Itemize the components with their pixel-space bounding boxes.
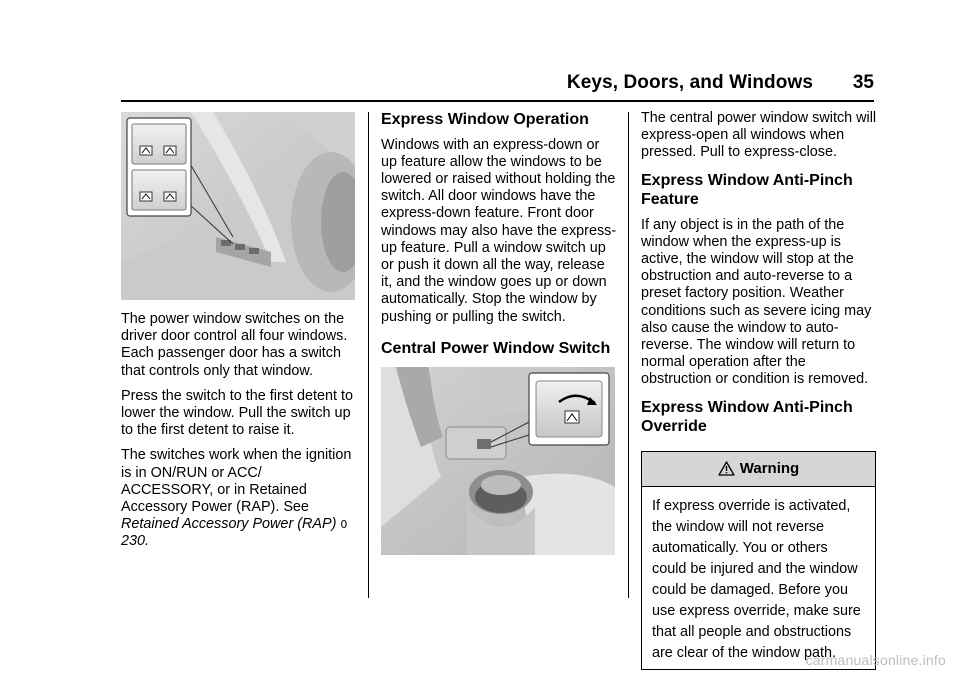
warning-icon (718, 461, 735, 476)
column-left (121, 311, 357, 551)
column-divider-right (628, 112, 629, 598)
page-number: 35 (852, 72, 874, 93)
warning-body: If express override is activated, the window will not reverse automatically. You or others could be injured and the window could be damaged. Before you use express override, make sure that all people and obstructions are clear of the window path. (652, 497, 861, 661)
page-header (121, 66, 874, 102)
column-middle (381, 110, 617, 358)
watermark: carmanualsonline.info (805, 652, 946, 668)
section-title: Keys, Doors, and Windows (566, 72, 813, 93)
column-right (641, 110, 877, 670)
central-window-switch-illustration (381, 367, 615, 555)
warning-box (641, 451, 876, 670)
heading-anti-pinch-override: Express Window Anti-Pinch Override (641, 398, 853, 436)
heading-central-power-window-switch: Central Power Window Switch (381, 339, 611, 357)
door-window-switch-illustration (121, 112, 355, 300)
paragraph: If any object is in the path of the window when the express-up is active, the window will stop at the obstruction and auto-reverse to a preset factory position. Weather conditions such as severe icing may also cause the window to auto-reverse. The window will return to normal operation after the obstruction or condition is removed. (641, 216, 872, 388)
column-divider-left (368, 112, 369, 598)
paragraph: The central power window switch will express-open all windows when pressed. Pull to express-close. (641, 110, 877, 161)
page-reference-arrow: 0 (340, 518, 348, 532)
heading-express-window-operation: Express Window Operation (381, 111, 589, 128)
paragraph: The power window switches on the driver door control all four windows. Each passenger door has a switch that controls only that window. (121, 311, 348, 379)
paragraph (121, 447, 357, 550)
heading-anti-pinch-feature: Express Window Anti-Pinch Feature (641, 171, 853, 209)
paragraph: Windows with an express-down or up feature allow the windows to be lowered or raised without holding the switch. All door windows have the express-down feature. Front door windows may also have the express-up feature. Pull a window switch up or push it down all the way, release it, and the window goes up or down automatically. Stop the window by pushing or pulling the switch. (381, 136, 617, 325)
paragraph-text: The switches work when the ignition is in ON/RUN or ACC/ ACCESSORY, or in Retained Accessory Power (RAP). See (121, 447, 352, 516)
paragraph: Press the switch to the first detent to lower the window. Pull the switch up to the first detent to raise it. (121, 387, 353, 439)
cross-reference-link[interactable]: Retained Accessory Power (RAP) (121, 516, 337, 533)
cross-reference-page[interactable]: 230. (121, 533, 150, 550)
warning-header (642, 452, 875, 487)
warning-title: Warning (739, 460, 800, 478)
